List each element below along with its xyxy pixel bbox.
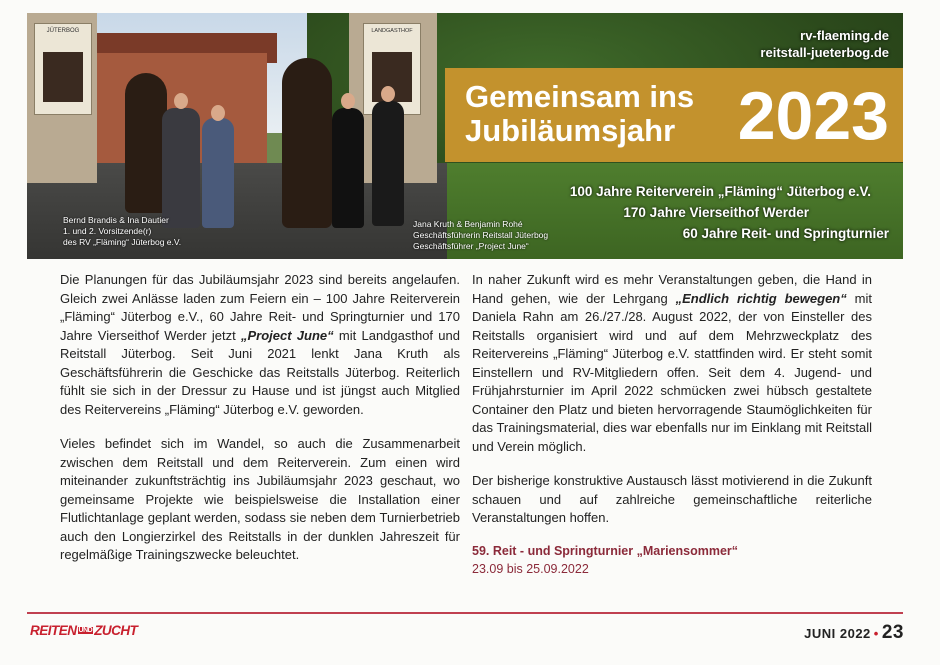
logo-text: REITEN — [30, 623, 77, 638]
title-banner — [445, 68, 903, 162]
caption-left-line: Bernd Brandis & Ina Dautier — [63, 215, 169, 225]
person-ina — [202, 118, 234, 228]
sign-left — [34, 23, 92, 115]
caption-left-line: 1. und 2. Vorsitzende(r) — [63, 226, 152, 236]
logo-text: UND — [78, 627, 93, 635]
website-urls — [760, 27, 889, 61]
separator: • — [873, 626, 879, 641]
photo-caption-left — [63, 215, 181, 248]
text-run: In naher Zukunft wird es mehr Veranstaltungen geben, die Hand in Hand gehen, wie der Lehrgang — [472, 272, 872, 306]
person-benjamin — [372, 101, 404, 226]
issue-date: JUNI 2022 — [804, 626, 871, 641]
paragraph — [60, 271, 460, 419]
url-rv-flaeming: rv-flaeming.de — [800, 28, 889, 43]
issue-info — [804, 623, 904, 644]
caption-right-line: Jana Kruth & Benjamin Rohé — [413, 219, 523, 229]
footer-rule — [27, 612, 903, 614]
anniversary-item: 60 Jahre Reit- und Springturnier — [682, 226, 889, 241]
paragraph: Vieles befindet sich im Wandel, so auch die Zusammenarbeit zwischen dem Reitstall und dem Reiterverein. Zum einen wird miteinander zukunftsträchtig ins Jubiläumsjahr 2023 geschaut, wo gemeinsame Projekte wie beispielsweise die Installation einer Flutlichtanlage geplant werden, sodass sie neben dem Turnierbetrieb auch den Longierzirkel des Reitstalls in der dunklen Jahreszeit für regelmäßige Trainingszwecke beleuchtet. — [60, 436, 460, 562]
sign-right-text: LANDGASTHOF — [371, 28, 413, 34]
text-run: Die Planungen für das Jubiläumsjahr 2023 sind bereits angelaufen. Gleich zwei Anlässe laden zum Feiern ein – 100 Jahre Reiterverein „Fläming“ Jüterbog e.V., 60 Jahre Reit- und Springturnier und 170 Jahre Vierseithof Werder jetzt — [60, 272, 460, 343]
article-column-right — [472, 271, 872, 578]
anniversary-item: 100 Jahre Reiterverein „Fläming“ Jüterbog e.V. — [569, 184, 871, 199]
horse-right — [282, 58, 332, 228]
head-benjamin — [381, 86, 395, 102]
magazine-logo — [30, 623, 137, 639]
logo-text: ZUCHT — [94, 623, 138, 638]
caption-right-line: Geschäftsführer „Project June“ — [413, 241, 529, 251]
caption-right-line: Geschäftsführerin Reitstall Jüterbog — [413, 230, 549, 240]
caption-left-line: des RV „Fläming“ Jüterbog e.V. — [63, 237, 182, 247]
banner-title — [465, 80, 725, 148]
event-date: 23.09 bis 25.09.2022 — [472, 561, 589, 576]
banner-title-line2: Jubiläumsjahr — [465, 113, 676, 148]
head-jana — [341, 93, 355, 109]
paragraph — [472, 271, 872, 456]
banner-title-line1: Gemeinsam ins — [465, 79, 695, 114]
project-name: „Project June“ — [240, 327, 334, 343]
course-name: „Endlich richtig bewegen“ — [675, 290, 847, 306]
head-bernd — [174, 93, 188, 109]
page-number: 23 — [881, 622, 904, 643]
anniversary-item: 170 Jahre Vierseithof Werder — [623, 205, 809, 220]
url-reitstall: reitstall-jueterbog.de — [760, 45, 889, 60]
anniversary-list — [570, 181, 889, 244]
person-bernd — [162, 108, 200, 228]
sign-left-panel — [43, 52, 83, 102]
text-run: mit Daniela Rahn am 26./27./28. August 2022, der von Einsteller des Reitstalls organisiert wird und auf dem Mehrzweckplatz des Reitervereins „Fläming“ Jüterbog e.V. stattfinden wird. Er steht somit Einstellern und RV-Mitgliedern offen. Seit dem 4. Jugend- und Frühjahrsturnier im April 2022 schmücken zwei hübsch gestaltete Container den Platz und bieten hervorragende Staumöglichkeiten für das Trainingsmaterial, dies war ebenfalls nur im Einklang mit Reitstall und Verein möglich. — [472, 290, 872, 454]
photo-caption-right — [413, 219, 548, 252]
horse-left — [125, 73, 167, 213]
hero-photo — [27, 13, 903, 259]
text-run: mit Landgasthof und Reitstall Jüterbog. Seit Juni 2021 lenkt Jana Kruth als Geschäftsführerin die Geschicke das Reitstalls Jüterbog. Reiterlich fühlt sie sich in der Dressur zu Hause und ist jüngst auch Mitglied des Reitervereins „Fläming“ Jüterbog e.V. geworden. — [60, 327, 460, 417]
head-ina — [211, 105, 225, 121]
sign-left-text: JÜTERBOG — [46, 28, 80, 34]
person-jana — [332, 108, 364, 228]
banner-year: 2023 — [737, 78, 889, 154]
paragraph: Der bisherige konstruktive Austausch lässt motivierend in die Zukunft schauen und auf zahlreiche gemeinschaftliche reiterliche Veranstaltungen hoffen. — [472, 473, 872, 525]
article-column-left — [60, 271, 460, 581]
event-title: 59. Reit - und Springturnier „Mariensommer“ — [472, 543, 739, 558]
